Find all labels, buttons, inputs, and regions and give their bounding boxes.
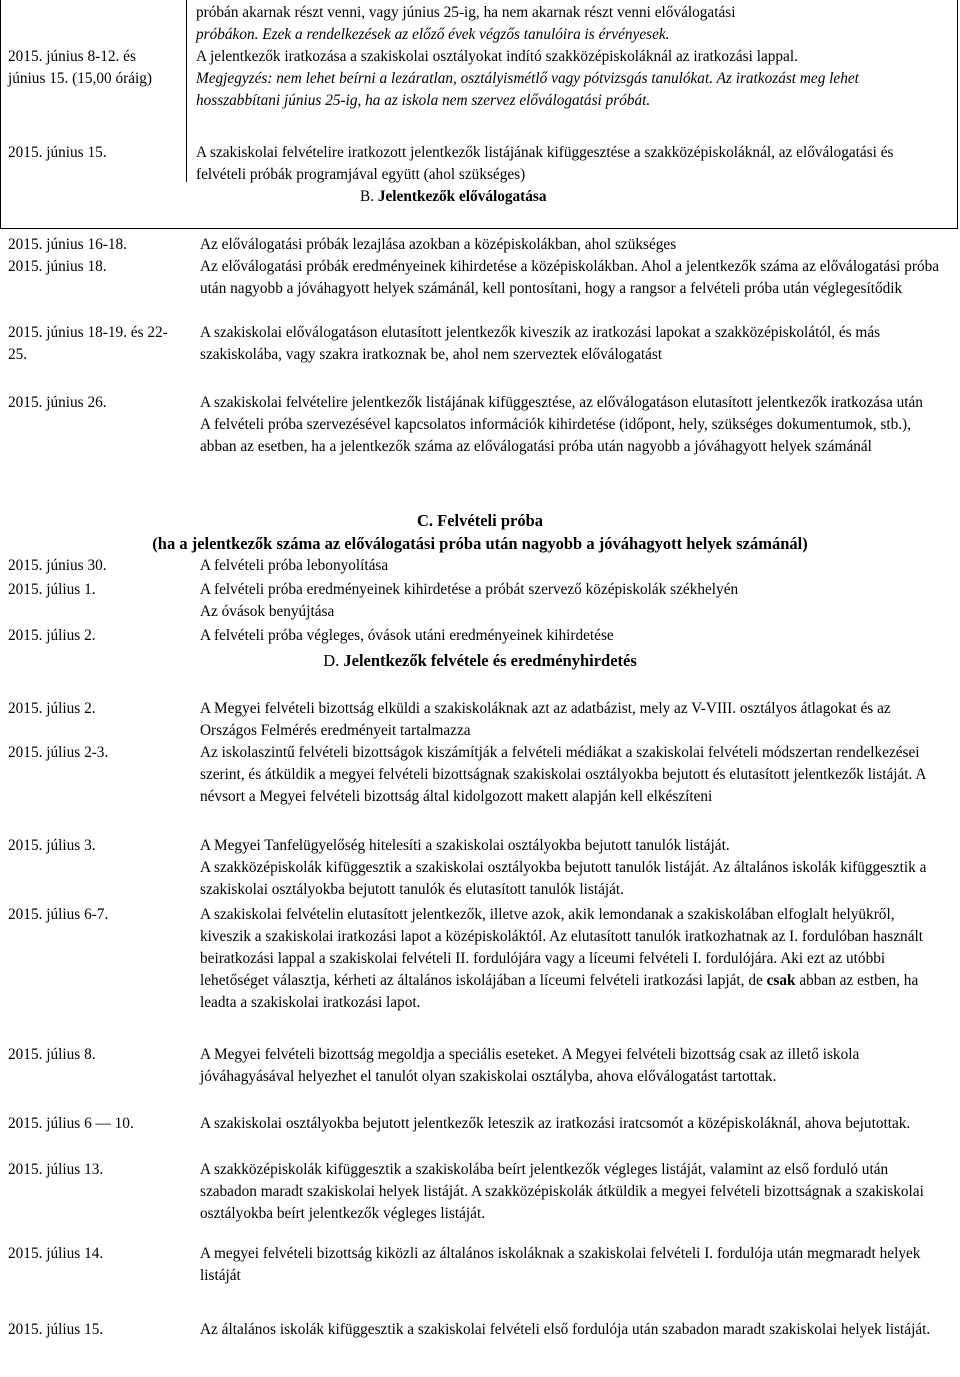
- table-row: [0, 904, 960, 1044]
- row-text-emphasis: csak: [766, 972, 796, 989]
- row-text: A szakiskolai felvételire iratkozott jelentkezők listájának kifüggesztése a szakközépiskoláknál, az előválogatási és felvételi próbák programjával együtt (ahol szükséges): [196, 144, 894, 183]
- table-row: [0, 742, 960, 835]
- section-c-title: C. Felvételi próba: [416, 511, 543, 530]
- row-text: A szakközépiskolák kifüggesztik a szakiskolába beírt jelentkezők végleges listáját, valamint az első forduló után szabadon maradt szakiskolai helyek listáját. A szakközépiskolák átküldik a megyei felvételi bizottságnak a szakiskolai osztályokba beírt jelentkezők végleges listáját.: [200, 1161, 924, 1222]
- row-date: 2015. július 2-3.: [8, 744, 109, 761]
- row-date: 2015. július 1.: [8, 581, 96, 598]
- table-row: [0, 579, 960, 625]
- table-row: [0, 698, 960, 742]
- row-date: 2015. június 26.: [8, 394, 107, 411]
- row-text: A szakiskolai osztályokba bejutott jelentkezők leteszik az iratkozási iratcsomót a középiskoláknál, ahova bejutottak.: [200, 1115, 911, 1132]
- row-text: A felvételi próba végleges, óvások utáni eredményeinek kihirdetése: [200, 627, 614, 644]
- row-text: A felvételi próba eredményeinek kihirdetése a próbát szervező középiskolák székhelyén: [200, 581, 739, 598]
- row-date: 2015. július 15.: [8, 1321, 104, 1338]
- table-row: [0, 2, 960, 46]
- row-date: 2015. június 18.: [8, 258, 107, 275]
- table-row: [0, 835, 960, 904]
- row-text: A szakiskolai felvételire jelentkezők listájának kifüggesztése, az előválogatáson elutasított jelentkezők iratkozása után: [200, 394, 923, 411]
- row-date: 2015. június 30.: [8, 557, 107, 574]
- row-text: Az általános iskolák kifüggesztik a szakiskolai felvételi első fordulója után szabadon maradt szakiskolai helyek listáját.: [200, 1321, 931, 1338]
- row-date: 2015. június 15.: [8, 144, 107, 161]
- row-text: A Megyei felvételi bizottság elküldi a szakiskoláknak azt az adatbázist, mely az V-VIII. osztályos átlagokat és az Országos Felmérés eredményeit tartalmazza: [200, 700, 891, 739]
- table-row: [0, 392, 960, 502]
- row-text-secondary: Az óvások benyújtása: [200, 603, 335, 620]
- table-row: [0, 1243, 960, 1319]
- row-date: 2015. június 16-18.: [8, 236, 127, 253]
- section-b: [0, 234, 960, 502]
- row-text: A Megyei Tanfelügyelőség hitelesíti a szakiskolai osztályokba bejutott tanulók listáját.: [200, 837, 730, 854]
- table-row: [0, 625, 960, 647]
- table-row: [0, 1159, 960, 1243]
- row-text: Az iskolaszintű felvételi bizottságok kiszámítják a felvételi médiákat a szakiskolai felvételi módszertan rendelkezései szerint, és átküldik a megyei felvételi bizottságnak szakiskolai osztályokba bejutott és elutasított jelentkezők listáját. A névsort a Megyei felvételi bizottság által kidolgozott makett alapján kell elkészíteni: [200, 744, 926, 805]
- table-row: [0, 234, 960, 256]
- table-row: [0, 46, 960, 142]
- table-row: [0, 555, 960, 579]
- section-letter: D.: [323, 651, 340, 670]
- section-heading-b: [200, 186, 944, 208]
- table-row: [0, 142, 960, 186]
- row-text-part: abban az estben, ha leadta a szakiskolai iratkozási lapot.: [200, 972, 919, 1011]
- row-text: A jelentkezők iratkozása a szakiskolai osztályokat indító szakközépiskoláknál az iratkozási lappal.: [196, 48, 798, 65]
- row-date: 2015. június 18-19. és 22-25.: [8, 324, 168, 363]
- row-date: 2015. július 13.: [8, 1161, 104, 1178]
- row-text: Az előválogatási próbák eredményeinek kihirdetése a középiskolákban. Ahol a jelentkezők száma az előválogatási próba után nagyobb a jóváhagyott helyek számánál, kell pontosítani, hogy a rangsor a felvételi próba után véglegesítődik: [200, 258, 940, 297]
- section-c-subtitle: (ha a jelentkezők száma az előválogatási próba után nagyobb a jóváhagyott helyek számánál): [152, 534, 808, 553]
- row-note: próbákon. Ezek a rendelkezések az előző évek végzős tanulóira is érvényesek.: [196, 26, 670, 43]
- row-date: 2015. július 8.: [8, 1046, 96, 1063]
- section-title: Jelentkezők felvétele és eredményhirdetés: [343, 651, 637, 670]
- table-row: [0, 1044, 960, 1113]
- row-date: 2015. július 2.: [8, 627, 96, 644]
- section-title: Jelentkezők előválogatása: [377, 188, 547, 205]
- table-row: [0, 1319, 960, 1365]
- row-text: A Megyei felvételi bizottság megoldja a speciális eseteket. A Megyei felvételi bizottság csak az illető iskola jóváhagyásával helyezhet el tanulót olyan szakiskolai osztályba, ahova előválogatást tartottak.: [200, 1046, 860, 1085]
- section-heading-d: [0, 650, 960, 672]
- top-box: [0, 2, 960, 208]
- section-letter: B.: [360, 188, 375, 205]
- table-row: [0, 1113, 960, 1159]
- row-text: A megyei felvételi bizottság kiközli az általános iskoláknak a szakiskolai felvételi I. fordulója után megmaradt helyek listáját: [200, 1245, 921, 1284]
- row-text: A felvételi próba lebonyolítása: [200, 557, 389, 574]
- section-c: [0, 510, 960, 672]
- section-d: [0, 698, 960, 1365]
- row-text-secondary: A szakközépiskolák kifüggesztik a szakiskolai osztályokba bejutott tanulók listáját. Az általános iskolák kifüggesztik a szakiskolai osztályokba bejutott tanulók és elutasított tanulók listáját.: [200, 859, 927, 898]
- table-row: [0, 256, 960, 322]
- table-row: [0, 322, 960, 392]
- row-text-part: A szakiskolai felvételin elutasított jelentkezők, illetve azok, akik lemondanak a szakiskolában elfoglalt helyükről, kiveszik a szakiskolai iratkozási lapot a középiskoláktól. Az elutasított tanulók iratkozhatnak az I. fordulóban használt beiratkozási lappal a szakiskolai felvételi II. fordulójára vagy a líceumi felvételi I. fordulójára. Aki ezt az utóbbi lehetőséget választja, kérheti az általános iskolájában a líceumi felvételi iratkozási lapját, de: [200, 906, 923, 989]
- row-text: A szakiskolai előválogatáson elutasított jelentkezők kiveszik az iratkozási lapokat a szakközépiskolától, és más szakiskolába, vagy szakra iratkoznak be, ahol nem szerveztek előválogatást: [200, 324, 881, 363]
- row-date: 2015. július 3.: [8, 837, 96, 854]
- row-date: 2015. július 6-7.: [8, 906, 109, 923]
- row-note: Megjegyzés: nem lehet beírni a lezáratlan, osztályismétlő vagy pótvizsgás tanulókat. Az iratkozást meg lehet hosszabbítani június 25-ig, ha az iskola nem szervez előválogatási próbát.: [196, 70, 859, 109]
- row-text: [200, 904, 944, 1014]
- row-date: 2015. július 14.: [8, 1245, 104, 1262]
- row-date: 2015. június 8-12. és június 15. (15,00 óráig): [8, 48, 153, 87]
- row-text: próbán akarnak részt venni, vagy június 25-ig, ha nem akarnak részt venni előválogatási: [196, 4, 736, 21]
- box-bottom-border: [0, 228, 958, 229]
- row-text: Az előválogatási próbák lezajlása azokban a középiskolákban, ahol szükséges: [200, 236, 677, 253]
- row-date: 2015. július 2.: [8, 700, 96, 717]
- row-text-secondary: A felvételi próba szervezésével kapcsolatos információk kihirdetése (időpont, hely, szükséges dokumentumok, stb.), abban az esetben, ha a jelentkezők száma az előválogatási próba után nagyobb a jóváhagyott helyek számánál: [200, 416, 911, 455]
- row-date: 2015. július 6 — 10.: [8, 1115, 134, 1132]
